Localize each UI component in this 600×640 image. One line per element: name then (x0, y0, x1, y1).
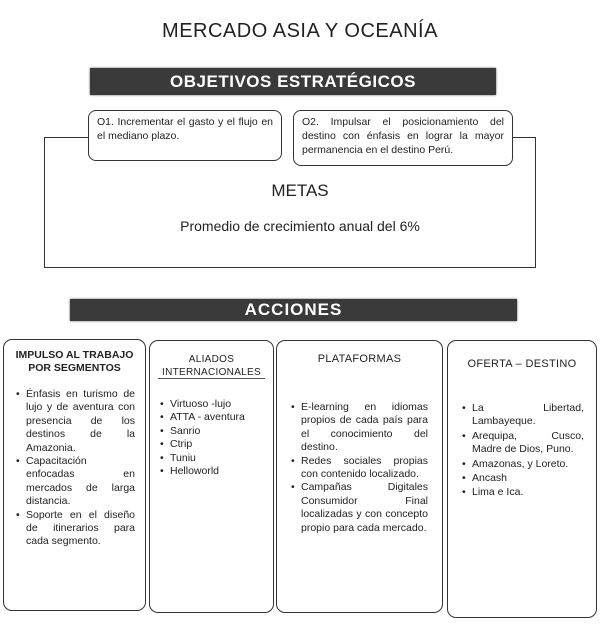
list-item: • Lima e Ica. (460, 486, 584, 499)
metas-text: Promedio de crecimiento anual del 6% (180, 218, 420, 234)
frame-line-right (513, 137, 536, 138)
oferta-column (447, 340, 597, 618)
list-item: • Helloworld (158, 465, 267, 478)
aliados-list (158, 398, 267, 478)
list-item: • Virtuoso -lujo (158, 398, 267, 411)
list-item: • ATTA - aventura (158, 411, 267, 424)
list-item: • Énfasis en turismo de lujo y de aventura con presencia de los destinos de la Amazonia. (14, 388, 135, 455)
segmentos-header: IMPULSO AL TRABAJO POR SEGMENTOS (15, 349, 134, 374)
header-divider (158, 378, 265, 379)
list-item: • Capacitación enfocadas en mercados de larga distancia. (14, 455, 135, 509)
frame-line-left (44, 137, 88, 138)
list-item: • Ctrip (158, 438, 267, 451)
segmentos-column (3, 339, 146, 611)
page-title: MERCADO ASIA Y OCEANÍA (162, 20, 438, 42)
plataformas-list (289, 401, 428, 535)
list-item: • Amazonas, y Loreto. (460, 458, 584, 471)
aliados-header: ALIADOS INTERNACIONALES (162, 354, 261, 378)
objectives-banner: OBJETIVOS ESTRATÉGICOS (90, 68, 496, 95)
objective-o2-box: O2. Impulsar el posicionamiento del destino con énfasis en lograr la mayor permanencia en el destino Perú. (293, 110, 513, 166)
oferta-list (460, 402, 584, 501)
list-item: • La Libertad, Lambayeque. (460, 402, 584, 429)
acciones-banner: ACCIONES (70, 299, 517, 321)
list-item: • Soporte en el diseño de itinerarios para cada segmento. (14, 509, 135, 549)
objective-o1-box: O1. Incrementar el gasto y el flujo en el mediano plazo. (88, 110, 282, 161)
aliados-column (149, 340, 274, 613)
plataformas-header: PLATAFORMAS (317, 353, 402, 365)
plataformas-column (276, 340, 443, 613)
list-item: • Campañas Digitales Consumidor Final localizadas y con concepto propio para cada mercado. (289, 481, 428, 535)
list-item: • E-learning en idiomas propios de cada país para el conocimiento del destino. (289, 401, 428, 455)
list-item: • Redes sociales propias con contenido localizado. (289, 455, 428, 482)
list-item: • Tuniu (158, 452, 267, 465)
metas-title: METAS (271, 181, 329, 200)
oferta-header: OFERTA – DESTINO (467, 358, 577, 370)
list-item: • Ancash (460, 472, 584, 485)
list-item: • Sanrio (158, 425, 267, 438)
list-item: • Arequipa, Cusco, Madre de Dios, Puno. (460, 430, 584, 457)
segmentos-list (14, 388, 135, 549)
